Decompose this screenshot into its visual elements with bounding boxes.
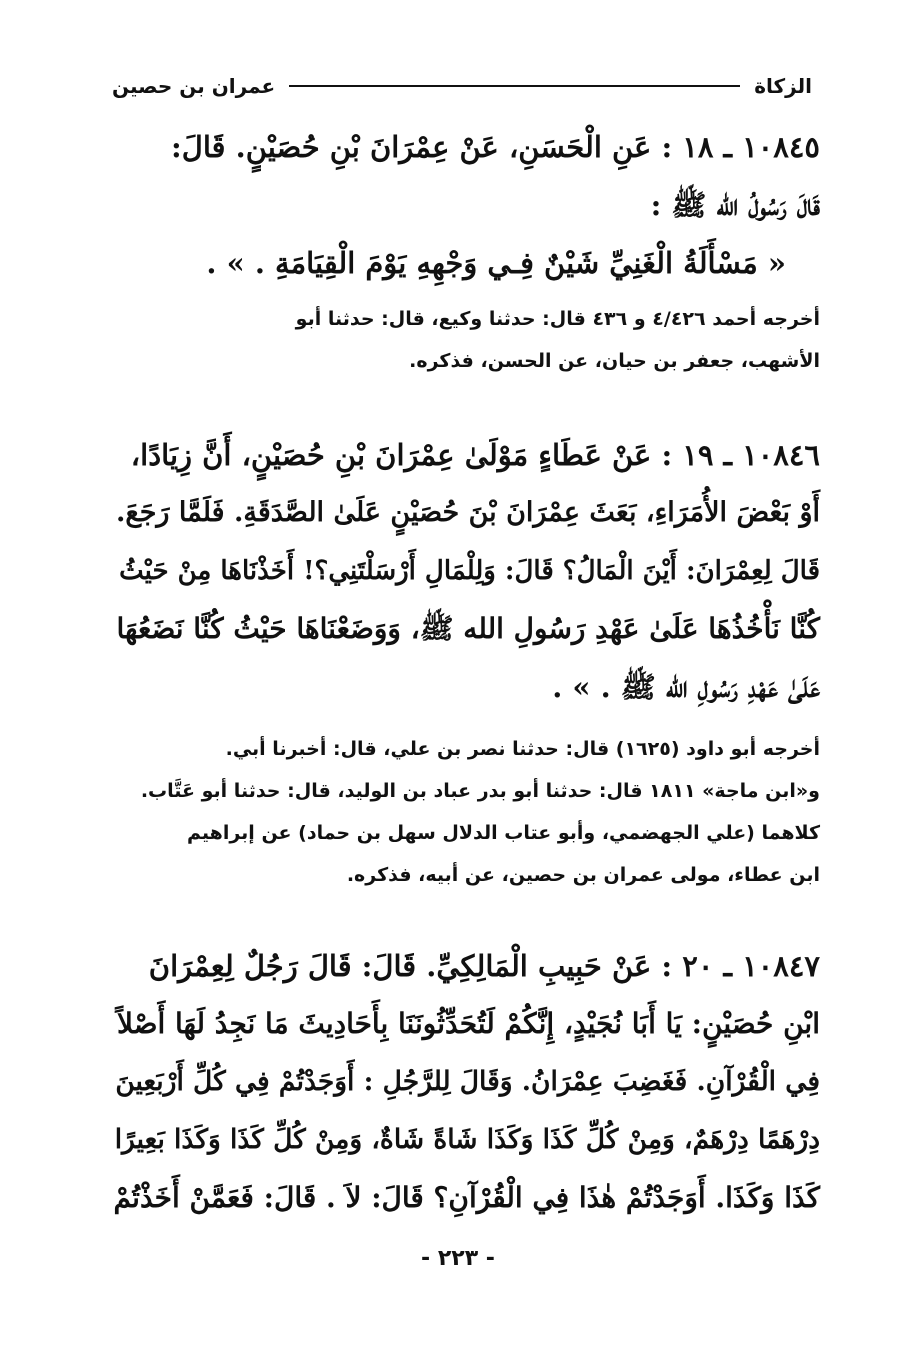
- takhrij-line: أخرجه أبو داود (١٦٢٥) قال: حدثنا نصر بن علي، قال: أخبرنا أبي.: [225, 738, 820, 760]
- hadith-line: دِرْهَمًا دِرْهَمٌ، وَمِنْ كُلِّ كَذَا وَكَذَا شَاةً شَاةٌ، وَمِنْ كُلِّ كَذَا وَكَذَا بَعِيرًا: [114, 1124, 820, 1155]
- takhrij-line: أخرجه أحمد ٤/٤٢٦ و ٤٣٦ قال: حدثنا وكيع، قال: حدثنا أبو: [295, 308, 820, 330]
- hadith-line: عَلَىٰ عَهْدِ رَسُولِ الله ﷺ . » .: [552, 670, 820, 704]
- header-companion-name: عمران بن حصين: [112, 74, 276, 98]
- header-section-title: الزكاة: [754, 74, 812, 98]
- running-header: [112, 72, 812, 100]
- hadith-line: كُنَّا نَأْخُذُهَا عَلَىٰ عَهْدِ رَسُولِ الله ﷺ، وَوَضَعْنَاهَا حَيْثُ كُنَّا نَضَعُهَا: [116, 612, 820, 645]
- hadith-line: ١٠٨٤٦ ـ ١٩ : عَنْ عَطَاءٍ مَوْلَىٰ عِمْرَانَ بْنِ حُصَيْنٍ، أَنَّ زِيَادًا،: [130, 438, 820, 472]
- takhrij-line: و«ابن ماجة» ١٨١١ قال: حدثنا أبو بدر عباد بن الوليد، قال: حدثنا أبو عَتَّاب.: [140, 780, 820, 802]
- hadith-10846: [108, 426, 820, 716]
- hadith-line: كَذَا وَكَذَا. أَوَجَدْتُمْ هٰذَا فِي الْقُرْآنِ؟ قَالَ: لاَ . قَالَ: فَعَمَّنْ أَخَذْتُمْ: [113, 1181, 820, 1214]
- takhrij-line: كلاهما (علي الجهضمي، وأبو عتاب الدلال سهل بن حماد) عن إبراهيم: [187, 822, 820, 844]
- takhrij-line: ابن عطاء، مولى عمران بن حصين، عن أبيه، فذكره.: [346, 864, 820, 886]
- hadith-line: ابْنِ حُصَيْنٍ: يَا أَبَا نُجَيْدٍ، إِنَّكُمْ لَتُحَدِّثُونَنَا بِأَحَادِيثَ مَا نَجِدُ لَهَا أَصْلاً: [117, 1007, 820, 1040]
- takhrij-line: الأشهب، جعفر بن حيان، عن الحسن، فذكره.: [409, 350, 820, 372]
- hadith-line: قَالَ رَسُولُ الله ﷺ :: [650, 188, 820, 222]
- takhrij-10845: [108, 298, 820, 382]
- hadith-10847: [108, 937, 820, 1227]
- header-rule: [289, 85, 740, 87]
- hadith-line: أَوْ بَعْضَ الأُمَرَاءِ، بَعَثَ عِمْرَانَ بْنَ حُصَيْنٍ عَلَىٰ الصَّدَقَةِ. فَلَمَّا رَجَعَ.: [115, 497, 820, 528]
- hadith-line: ١٠٨٤٧ ـ ٢٠ : عَنْ حَبِيبِ الْمَالِكِيِّ. قَالَ: قَالَ رَجُلٌ لِعِمْرَانَ: [148, 949, 820, 983]
- hadith-10845: [108, 118, 820, 292]
- hadith-line: قَالَ لِعِمْرَانَ: أَيْنَ الْمَالُ؟ قَالَ: وَلِلْمَالِ أَرْسَلْتَنِي؟! أَخَذْنَاهَا مِنْ حَيْثُ: [119, 556, 820, 586]
- hadith-line: ١٠٨٤٥ ـ ١٨ : عَنِ الْحَسَنِ، عَنْ عِمْرَانَ بْنِ حُصَيْنٍ. قَالَ:: [171, 130, 820, 164]
- hadith-quote-line: « مَسْأَلَةُ الْغَنِيِّ شَيْنٌ فِـي وَجْهِهِ يَوْمَ الْقِيَامَةِ . » .: [206, 246, 786, 280]
- takhrij-10846: [108, 728, 820, 896]
- page-number: - ٢٢٣ -: [421, 1246, 495, 1271]
- hadith-line: فِي الْقُرْآنِ. فَغَضِبَ عِمْرَانُ. وَقَالَ لِلرَّجُلِ : أَوَجَدْتُمْ فِي كُلِّ أَرْبَعِينَ: [115, 1066, 820, 1097]
